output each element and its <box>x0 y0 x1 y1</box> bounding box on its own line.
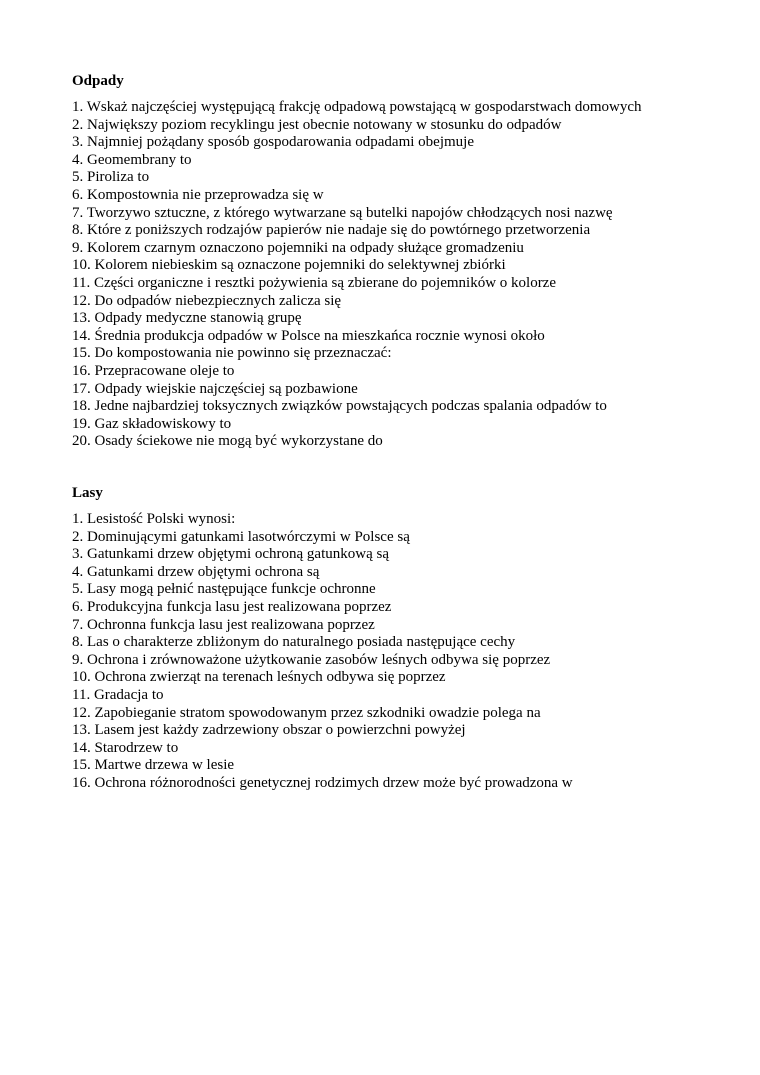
list-item: 2. Największy poziom recyklingu jest obecnie notowany w stosunku do odpadów <box>72 116 562 133</box>
list-item: 20. Osady ściekowe nie mogą być wykorzystane do <box>72 433 383 450</box>
list-item: 1. Wskaż najczęściej występującą frakcję odpadową powstającą w gospodarstwach domowych <box>72 99 642 115</box>
list-item: 15. Do kompostowania nie powinno się przeznaczać: <box>72 345 392 362</box>
list-item: 16. Ochrona różnorodności genetycznej rodzimych drzew może być prowadzona w <box>72 774 573 791</box>
list-item: 6. Produkcyjna funkcja lasu jest realizowana poprzez <box>72 598 392 615</box>
list-item: 3. Gatunkami drzew objętymi ochroną gatunkową są <box>72 546 389 563</box>
list-item: 11. Gradacja to <box>72 686 164 703</box>
list-item: 14. Starodrzew to <box>72 739 179 756</box>
list-item: 12. Do odpadów niebezpiecznych zalicza się <box>72 292 342 309</box>
list-item: 11. Części organiczne i resztki pożywienia są zbierane do pojemników o kolorze <box>72 274 556 291</box>
list-item: 13. Lasem jest każdy zadrzewiony obszar o powierzchni powyżej <box>72 722 466 739</box>
list-item: 10. Kolorem niebieskim są oznaczone pojemniki do selektywnej zbiórki <box>72 257 506 274</box>
list-item: 13. Odpady medyczne stanowią grupę <box>72 310 302 327</box>
list-item: 3. Najmniej pożądany sposób gospodarowania odpadami obejmuje <box>72 134 474 151</box>
list-item: 19. Gaz składowiskowy to <box>72 415 232 432</box>
list-item: 1. Lesistość Polski wynosi: <box>72 511 236 527</box>
list-item: 14. Średnia produkcja odpadów w Polsce na mieszkańca rocznie wynosi około <box>72 327 545 344</box>
list-item: 7. Tworzywo sztuczne, z którego wytwarzane są butelki napojów chłodzących nosi nazwę <box>72 204 613 221</box>
list-item: 18. Jedne najbardziej toksycznych związków powstających podczas spalania odpadów to <box>72 398 607 415</box>
question-list-lasy <box>72 511 573 793</box>
section-title-odpady: Odpady <box>72 73 124 89</box>
list-item: 17. Odpady wiejskie najczęściej są pozbawione <box>72 380 358 397</box>
list-item: 9. Ochrona i zrównoważone użytkowanie zasobów leśnych odbywa się poprzez <box>72 651 551 668</box>
list-item: 8. Las o charakterze zbliżonym do naturalnego posiada następujące cechy <box>72 634 516 651</box>
list-item: 15. Martwe drzewa w lesie <box>72 757 235 774</box>
list-item: 16. Przepracowane oleje to <box>72 362 235 379</box>
list-item: 4. Gatunkami drzew objętymi ochrona są <box>72 563 320 580</box>
list-item: 2. Dominującymi gatunkami lasotwórczymi w Polsce są <box>72 528 410 545</box>
list-item: 7. Ochronna funkcja lasu jest realizowana poprzez <box>72 616 375 633</box>
question-list-odpady <box>72 99 642 451</box>
section-title-lasy: Lasy <box>72 485 103 501</box>
list-item: 8. Które z poniższych rodzajów papierów nie nadaje się do powtórnego przetworzenia <box>72 222 591 239</box>
list-item: 6. Kompostownia nie przeprowadza się w <box>72 186 324 203</box>
list-item: 12. Zapobieganie stratom spowodowanym przez szkodniki owadzie polega na <box>72 704 541 721</box>
section-odpady <box>72 72 642 451</box>
list-item: 10. Ochrona zwierząt na terenach leśnych odbywa się poprzez <box>72 669 446 686</box>
list-item: 9. Kolorem czarnym oznaczono pojemniki na odpady służące gromadzeniu <box>72 239 524 256</box>
list-item: 4. Geomembrany to <box>72 151 192 168</box>
list-item: 5. Piroliza to <box>72 169 150 186</box>
section-lasy <box>72 484 573 793</box>
list-item: 5. Lasy mogą pełnić następujące funkcje ochronne <box>72 581 376 598</box>
